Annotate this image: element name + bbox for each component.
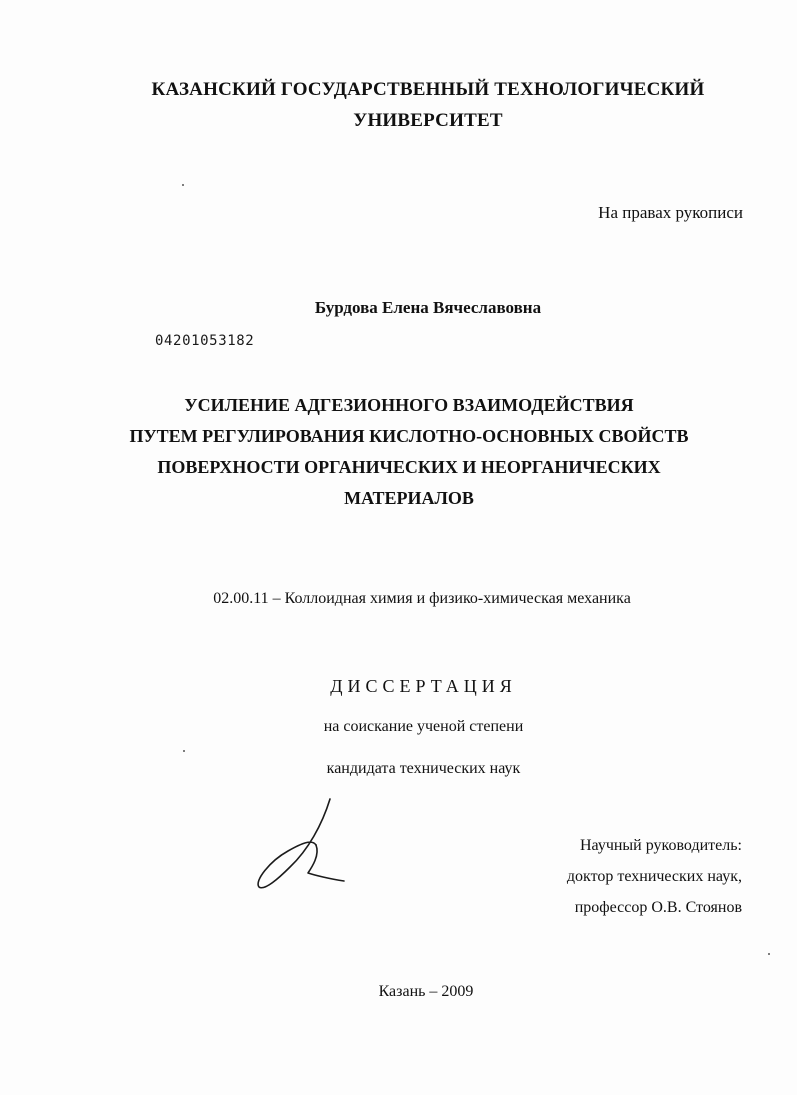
dissertation-title-line2: ПУТЕМ РЕГУЛИРОВАНИЯ КИСЛОТНО-ОСНОВНЫХ СВОЙСТВ xyxy=(129,426,689,446)
scan-speck xyxy=(182,184,184,186)
dissertation-title-line1: УСИЛЕНИЕ АДГЕЗИОННОГО ВЗАИМОДЕЙСТВИЯ xyxy=(184,395,634,415)
university-name-line2: УНИВЕРСИТЕТ xyxy=(353,110,503,131)
specialty-code: 02.00.11 – Коллоидная химия и физико-химическая механика xyxy=(213,590,631,607)
university-name-line1: КАЗАНСКИЙ ГОСУДАРСТВЕННЫЙ ТЕХНОЛОГИЧЕСКИЙ xyxy=(151,79,705,100)
handwritten-signature xyxy=(250,795,360,895)
scan-speck xyxy=(183,750,185,752)
scan-speck xyxy=(768,953,770,955)
dissertation-title-line3: ПОВЕРХНОСТИ ОРГАНИЧЕСКИХ И НЕОРГАНИЧЕСКИХ xyxy=(157,457,661,477)
document-type: ДИССЕРТАЦИЯ xyxy=(330,676,517,696)
degree-line1: на соискание ученой степени xyxy=(323,718,524,735)
degree-line2: кандидата технических наук xyxy=(326,760,521,777)
author-name: Бурдова Елена Вячеславовна xyxy=(314,298,542,317)
manuscript-note: На правах рукописи xyxy=(598,203,743,222)
supervisor-degree: доктор технических наук, xyxy=(566,868,742,885)
supervisor-name: профессор О.В. Стоянов xyxy=(574,899,742,916)
place-and-year: Казань – 2009 xyxy=(378,983,474,1000)
supervisor-label: Научный руководитель: xyxy=(579,837,742,854)
dissertation-title-line4: МАТЕРИАЛОВ xyxy=(344,488,474,508)
catalog-number: 04201053182 xyxy=(155,333,255,349)
